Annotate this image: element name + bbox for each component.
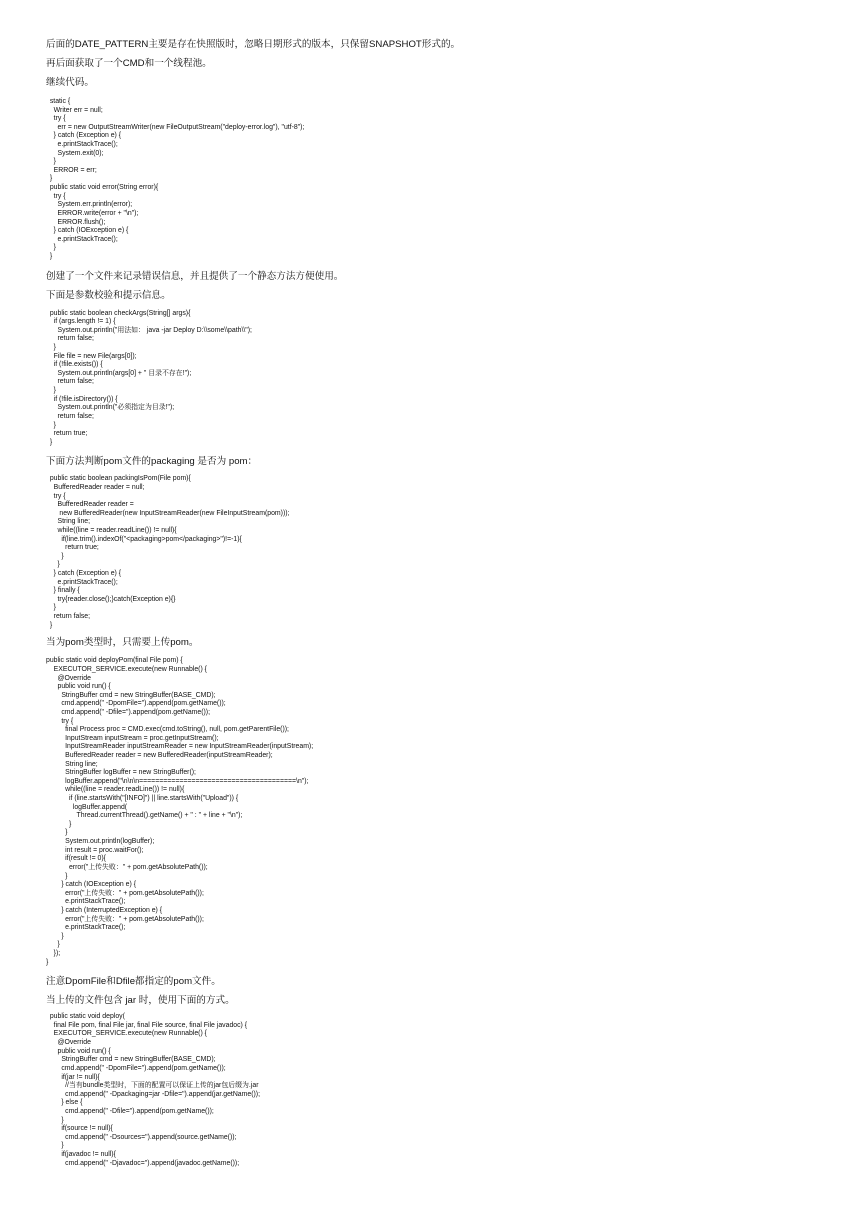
code-line: try { [46,192,66,200]
code-line: return false; [46,613,91,621]
code-line: logBuffer.append( [46,803,128,811]
code-line: StringBuffer logBuffer = new StringBuffer(); [46,769,196,777]
code-line: } [46,820,72,828]
code-line: @Override [46,674,91,682]
code-line: e.printStackTrace(); [46,924,126,932]
paragraph: 下面方法判断pom文件的packaging 是否为 pom： [46,456,258,468]
code-line: if(result != 0){ [46,855,106,863]
code-line: EXECUTOR_SERVICE.execute(new Runnable() { [46,1030,207,1038]
code-line: ERROR = err; [46,166,97,174]
code-line: static { [46,98,71,105]
code-line: } [46,941,60,949]
code-line: } [46,621,53,629]
code-line: } catch (Exception e) { [46,570,122,578]
code-block [46,1013,836,1168]
code-line: } [46,958,49,966]
code-line: cmd.append(" -DpomFile=").append(pom.getName()); [46,1064,226,1072]
code-line: } [46,1116,64,1124]
code-line: ERROR.write(error + "\n"); [46,209,139,217]
paragraph: 继续代码。 [46,77,94,88]
code-line: cmd.append(" -Dpackaging=jar -Dfile=").append(jar.getName()); [46,1090,261,1098]
code-line: cmd.append(" -Djavadoc=").append(javadoc.getName()); [46,1159,240,1167]
paragraph: 当为pom类型时，只需要上传pom。 [46,637,199,649]
code-line: } catch (IOException e) { [46,227,129,235]
code-line: final File pom, final File jar, final File source, final File javadoc) { [46,1021,248,1029]
code-line: System.out.println("用法如： java -jar Deploy D:\\some\\path\\"); [46,326,252,334]
code-line: BufferedReader reader = [46,501,134,509]
code-line: if (!file.isDirectory()) { [46,395,118,403]
code-line: System.exit(0); [46,149,104,157]
code-line: }); [46,950,61,958]
code-line: e.printStackTrace(); [46,235,118,243]
code-line: } [46,438,53,446]
code-line: while((line = reader.readLine()) != null){ [46,786,185,794]
code-line: } [46,244,56,252]
code-line: public static void error(String error){ [46,184,159,192]
code-line: return false; [46,378,94,386]
code-line: @Override [46,1039,91,1047]
paragraph: 再后面获取了一个CMD和一个线程池。 [46,58,212,69]
code-block [46,310,836,448]
code-line: } catch (Exception e) { [46,132,122,140]
code-line: public void run() { [46,683,111,691]
code-line: ERROR.flush(); [46,218,106,226]
code-line: public static boolean checkArgs(String[] args){ [46,309,191,317]
code-line: public static void deploy( [46,1013,125,1021]
code-line: StringBuffer cmd = new StringBuffer(BASE_CMD); [46,1056,216,1064]
code-line: System.out.println(logBuffer); [46,838,155,846]
code-line: e.printStackTrace(); [46,141,118,149]
code-line: } [46,604,56,612]
code-line: if(line.trim().indexOf("<packaging>pom</packaging>")!=-1){ [46,535,242,543]
code-line: File file = new File(args[0]); [46,352,137,360]
code-line: //当有bundle类型时，下面的配置可以保证上传的jar包后缀为.jar [46,1082,259,1090]
code-line: } [46,829,68,837]
code-line: if(jar != null){ [46,1073,100,1081]
code-line: final Process proc = CMD.exec(cmd.toString(), null, pom.getParentFile()); [46,726,289,734]
code-line: InputStreamReader inputStreamReader = new InputStreamReader(inputStream); [46,743,314,751]
code-block [46,98,836,262]
code-line: if (!file.exists()) { [46,361,103,369]
code-line: if(javadoc != null){ [46,1150,116,1158]
code-line: } finally { [46,587,80,595]
code-line: logBuffer.append("\n\n\n=======================================\n"); [46,777,309,785]
code-line: String line; [46,760,98,768]
code-line: if (args.length != 1) { [46,318,116,326]
code-line: Thread.currentThread().getName() + " : " + line + "\n"); [46,812,243,820]
code-line: Writer err = null; [46,106,103,114]
code-line: public static boolean packingIsPom(File pom){ [46,475,191,483]
code-line: err = new OutputStreamWriter(new FileOutputStream("deploy-error.log"), "utf-8"); [46,123,305,131]
code-line: if(source != null){ [46,1125,113,1133]
code-line: cmd.append(" -Dfile=").append(pom.getName()); [46,708,211,716]
code-line: error("上传失败：" + pom.getAbsolutePath()); [46,863,208,871]
paragraph: 注意DpomFile和Dfile都指定的pom文件。 [46,976,221,988]
code-line: System.out.println("必须指定为目录!"); [46,404,175,412]
code-line: public void run() { [46,1047,111,1055]
code-line: return false; [46,335,94,343]
code-line: error("上传失败：" + pom.getAbsolutePath()); [46,889,204,897]
code-line: try { [46,492,66,500]
code-line: e.printStackTrace(); [46,578,118,586]
code-line: EXECUTOR_SERVICE.execute(new Runnable() { [46,665,207,673]
code-line: cmd.append(" -Dfile=").append(pom.getName()); [46,1107,214,1115]
code-line: } [46,421,56,429]
code-line: } [46,561,60,569]
code-line: } [46,387,56,395]
code-line: try{reader.close();}catch(Exception e){} [46,595,176,603]
code-line: } [46,872,68,880]
code-line: } [46,158,56,166]
code-line: while((line = reader.readLine()) != null){ [46,526,177,534]
code-block [46,657,836,967]
code-line: cmd.append(" -Dsources=").append(source.getName()); [46,1133,237,1141]
code-line: return false; [46,412,94,420]
code-line: } [46,344,56,352]
code-line: } [46,175,53,183]
code-block [46,475,836,630]
code-line: } catch (IOException e) { [46,881,137,889]
code-line: new BufferedReader(new InputStreamReader(new FileInputStream(pom))); [46,509,290,517]
code-line: } [46,1142,64,1150]
code-line: String line; [46,518,91,526]
code-line: e.printStackTrace(); [46,898,126,906]
code-line: StringBuffer cmd = new StringBuffer(BASE_CMD); [46,691,216,699]
code-line: } else { [46,1099,83,1107]
code-line: try { [46,115,66,123]
code-line: cmd.append(" -DpomFile=").append(pom.getName()); [46,700,226,708]
paragraph: 后面的DATE_PATTERN主要是存在快照版时，忽略日期形式的版本，只保留SNAPSHOT形式的。 [46,39,461,50]
code-line: return true; [46,544,99,552]
code-line: public static void deployPom(final File pom) { [46,657,183,665]
code-line: BufferedReader reader = new BufferedReader(inputStreamReader); [46,752,273,759]
code-line: } [46,252,53,260]
code-line: System.err.println(error); [46,201,133,209]
code-line: try { [46,717,74,725]
article-body [46,38,836,1168]
code-line: error("上传失败：" + pom.getAbsolutePath()); [46,915,204,923]
code-line: System.out.println(args[0] + " 目录不存在!"); [46,369,192,377]
code-line: if (line.startsWith("[INFO]") || line.startsWith("Upload")) { [46,795,239,803]
code-line: return true; [46,430,88,438]
paragraph: 下面是参数校验和提示信息。 [46,289,171,301]
code-line: int result = proc.waitFor(); [46,846,144,854]
paragraph: 创建了一个文件来记录错误信息，并且提供了一个静态方法方便使用。 [46,270,344,282]
code-line: } [46,932,64,940]
paragraph: 当上传的文件包含 jar 时，使用下面的方式。 [46,995,235,1007]
code-line: } catch (InterruptedException e) { [46,906,163,914]
code-line: InputStream inputStream = proc.getInputStream(); [46,734,219,742]
code-line: BufferedReader reader = null; [46,483,145,491]
code-line: } [46,552,64,560]
